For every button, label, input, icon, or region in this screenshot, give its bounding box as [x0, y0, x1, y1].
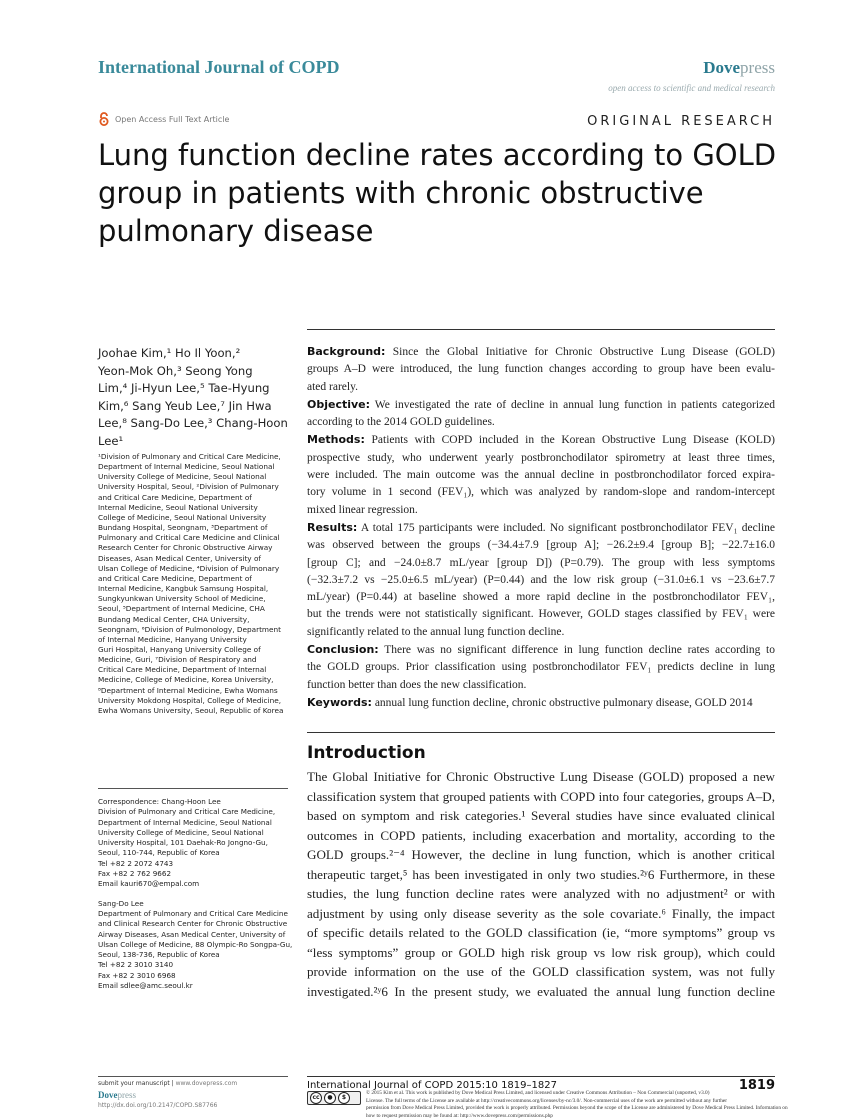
abstract-line: the GOLD groups. Prior classification using postbronchodilator FEV₁ predicts decline in lung: [307, 661, 775, 674]
brand-press: press: [740, 58, 775, 77]
introduction-body: [307, 767, 775, 1001]
open-access-icon: [98, 112, 110, 126]
intro-line: provide information on the use of the GOLD classification system, was not fully: [307, 964, 775, 979]
corr-line: Airway Diseases, Asan Medical Center, University of: [98, 929, 286, 939]
corr-line: University College of Medicine, Seoul National: [98, 827, 264, 837]
cc-icon: cc: [310, 1092, 322, 1104]
corr-line: Tel +82 2 2072 4743: [98, 858, 174, 868]
abstract-text: Patients with COPD included in the Korean Obstructive Lung Disease (KOLD): [364, 434, 775, 447]
affiliation-line: ⁸Department of Internal Medicine, Ewha Womans: [98, 685, 278, 695]
affiliation-line: of Internal Medicine, Hanyang University: [98, 634, 247, 644]
journal-name[interactable]: International Journal of COPD: [98, 57, 340, 77]
affiliation-line: Seoul, ⁵Department of Internal Medicine, CHA: [98, 604, 265, 614]
objective-heading: Objective:: [307, 397, 371, 411]
corr-line: Fax +82 2 3010 6968: [98, 970, 176, 980]
publisher-tagline: open access to scientific and medical research: [608, 83, 775, 93]
intro-line: based on symptom and risk categories.¹ Several studies have since evaluated clinical: [307, 808, 775, 823]
open-access-label: [98, 112, 229, 126]
abstract-line: significantly related to the annual lung function decline.: [307, 625, 565, 638]
corr-line: Fax +82 2 762 9662: [98, 869, 172, 879]
corr-line: Seoul, 138-736, Republic of Korea: [98, 950, 220, 960]
intro-line: outcomes in COPD patients, including exacerbation and mortality, according to the: [307, 827, 775, 843]
doi-link[interactable]: http://dx.doi.org/10.2147/COPD.S87766: [98, 1102, 218, 1109]
corr-line: University Hospital, 101 Daehak-Ro Jongno-Gu,: [98, 838, 268, 848]
open-access-text: Open Access Full Text Article: [115, 114, 230, 124]
footer-brand-dove: Dove: [98, 1090, 118, 1100]
corr-email[interactable]: Email kauri670@empal.com: [98, 879, 200, 889]
article-type: ORIGINAL RESEARCH: [587, 114, 775, 129]
conclusion-heading: Conclusion:: [307, 643, 379, 657]
title-line: group in patients with chronic obstructive: [98, 176, 704, 210]
corr-line: Correspondence: Chang-Hoon Lee: [98, 797, 221, 806]
footer-dovepress-logo[interactable]: [98, 1090, 136, 1100]
abstract-line: [307, 431, 775, 449]
intro-line: of specific details related to the GOLD classification (ie, “more symptoms” group vs: [307, 925, 775, 940]
results-heading: Results:: [307, 520, 358, 534]
abstract-line: according to the 2014 GOLD guidelines.: [307, 416, 495, 429]
abstract-line: [307, 519, 775, 537]
abstract: [307, 343, 775, 712]
abstract-text: There was no significant difference in lung function decline rates according to: [378, 644, 775, 657]
corr-line: Department of Internal Medicine, Seoul National: [98, 817, 272, 827]
correspondence: [98, 797, 293, 991]
affiliation-line: University Mokdong Hospital, College of Medicine,: [98, 695, 282, 705]
abstract-line: was observed between the groups (−34.4±7.9 [group A]; −26.2±9.4 [group B]; −22.7±16.0: [307, 539, 775, 552]
article-title: [98, 136, 778, 250]
affiliation-line: Medicine, Guri, ⁷Division of Respiratory and: [98, 655, 257, 665]
affiliation-line: Ewha Womans University, Seoul, Republic of Korea: [98, 705, 284, 715]
author-line: Joohae Kim,¹ Ho Il Yoon,²: [98, 346, 241, 360]
affiliation-line: Medicine, College of Medicine, Korea University,: [98, 675, 274, 685]
affiliation-line: University College of Medicine, Seoul National: [98, 472, 267, 482]
affiliation-line: Seongnam, ⁶Division of Pulmonology, Department: [98, 624, 282, 634]
affiliation-line: Bundang Medical Center, CHA University,: [98, 614, 250, 624]
abstract-line: but the trends were not statistically significant. However, GOLD stages classified by FEV₁ were: [307, 608, 775, 621]
abstract-line: ated rarely.: [307, 380, 358, 393]
submit-manuscript[interactable]: submit your manuscript | www.dovepress.com: [98, 1080, 238, 1087]
license-text: [366, 1090, 788, 1120]
abstract-line: mL/year) (P=0.44) at baseline showed a more rapid decline in the postbronchodilator FEV₁,: [307, 591, 775, 604]
abstract-line: [307, 396, 775, 414]
author-line: Kim,⁶ Sang Yeub Lee,⁷ Jin Hwa: [98, 398, 272, 413]
author-line: Lee¹: [98, 433, 124, 448]
dovepress-logo[interactable]: [703, 58, 775, 78]
abstract-line: prospective study, who underwent yearly postbronchodilator spirometry at least three times,: [307, 451, 775, 464]
brand-dove: Dove: [703, 58, 741, 77]
keywords-heading: Keywords:: [307, 695, 372, 709]
affiliations: [98, 452, 290, 716]
license-line: permission from Dove Medical Press Limited, provided the work is properly attributed. Permissions beyond the scope of the License are administered by Dove Medical Press Limited. Information on: [366, 1105, 788, 1112]
abstract-line: function better than does the new classification.: [307, 678, 527, 691]
license-line: © 2015 Kim et al. This work is published by Dove Medical Press Limited, and licensed under Creative Commons Attribution – Non Commercial (unported, v3.0): [366, 1090, 710, 1096]
affiliation-line: Sungkyunkwan University School of Medicine,: [98, 594, 266, 604]
nc-icon: $: [338, 1092, 350, 1104]
abstract-line: [group C]; and −24.0±8.7 mL/year [group D]) (P=0.79). The group with less symptoms: [307, 556, 775, 569]
abstract-line: [307, 694, 775, 712]
abstract-line: [307, 641, 775, 659]
abstract-line: were included. The main outcome was the annual decline in postbronchodilator forced expira-: [307, 469, 775, 482]
affiliation-line: ¹Division of Pulmonary and Critical Care Medicine,: [98, 452, 281, 461]
affiliation-line: Internal Medicine, Kangbuk Samsung Hospital,: [98, 584, 269, 594]
abstract-line: (−32.3±7.2 vs −25.0±6.5 mL/year) (P=0.44) and the low risk group (−31.0±6.1 vs −23.6±7.7: [307, 573, 775, 586]
abstract-line: [307, 343, 775, 361]
author-line: Lee,⁸ Sang-Do Lee,³ Chang-Hoon: [98, 416, 288, 430]
creative-commons-badge[interactable]: [307, 1091, 361, 1105]
affiliation-line: Critical Care Medicine, Department of Internal: [98, 665, 267, 675]
abstract-text: Since the Global Initiative for Chronic Obstructive Lung Disease (GOLD): [385, 346, 775, 358]
submit-text: submit your manuscript: [98, 1080, 170, 1087]
intro-line: studies, the lung function decline rates were analyzed with no adjustment² or with: [307, 886, 775, 901]
by-icon: ●: [324, 1092, 336, 1104]
affiliation-line: Research Center for Chronic Obstructive Airway: [98, 543, 273, 553]
intro-line: GOLD groups.²⁻⁴ However, the decline in lung function, which is another critical: [307, 847, 775, 862]
abstract-bottom-rule: [307, 732, 775, 733]
corr-line: Ulsan College of Medicine, 88 Olympic-Ro Songpa-Gu,: [98, 939, 293, 949]
affiliation-line: College of Medicine, Seoul National University: [98, 512, 267, 522]
corr-line: Seoul, 110-744, Republic of Korea: [98, 848, 220, 858]
intro-line: classification system that grouped patients with COPD into four categories, groups A–D,: [307, 788, 775, 804]
title-line: pulmonary disease: [98, 214, 374, 248]
license-line: License. The full terms of the License are available at http://creativecommons.org/licenses/by-nc/3.0/. Non-commercial uses of the work are permitted without any further: [366, 1097, 728, 1104]
author-line: Lim,⁴ Ji-Hyun Lee,⁵ Tae-Hyung: [98, 381, 270, 395]
intro-line: The Global Initiative for Chronic Obstructive Lung Disease (GOLD) proposed a new: [307, 769, 775, 784]
abstract-line: groups A–D were introduced, the lung function changes according to group have been evalu-: [307, 363, 775, 376]
affiliation-line: Internal Medicine, Seoul National University: [98, 502, 258, 512]
abstract-top-rule: [307, 329, 775, 330]
title-line: Lung function decline rates according to GOLD: [98, 138, 777, 172]
intro-line: adjustment by using only disease severity as the sole covariate.⁶ Finally, the impact: [307, 905, 775, 921]
footer-left-rule: [98, 1076, 288, 1077]
affiliation-line: Department of Internal Medicine, Seoul National: [98, 462, 275, 472]
page-number: 1819: [738, 1078, 775, 1093]
correspondence-divider: [98, 788, 288, 789]
footer-brand-press: press: [117, 1090, 136, 1100]
background-heading: Background:: [307, 345, 386, 358]
abstract-line: tory volume in 1 second (FEV₁), which was analyzed by random-slope and random-intercept: [307, 486, 775, 499]
introduction-heading: Introduction: [307, 743, 426, 763]
affiliation-line: Pulmonary and Critical Care Medicine and Clinical: [98, 533, 280, 543]
corr-line: Tel +82 2 3010 3140: [98, 960, 174, 970]
abstract-text: A total 175 participants were included. No significant postbronchodilator FEV₁ decline: [357, 521, 775, 534]
footer-right-rule: [307, 1076, 775, 1077]
affiliation-line: Ulsan College of Medicine, ⁴Division of Pulmonary: [98, 563, 280, 573]
methods-heading: Methods:: [307, 433, 365, 447]
affiliation-line: and Critical Care Medicine, Department of: [98, 573, 252, 583]
intro-line: “less symptoms” group or GOLD high risk group vs low risk group), which could: [307, 944, 775, 960]
license-line: how to request permission may be found at: http://www.dovepress.com/permissions.php: [366, 1112, 553, 1119]
keywords-text: annual lung function decline, chronic obstructive pulmonary disease, GOLD 2014: [371, 696, 753, 709]
corr-email[interactable]: Email sdlee@amc.seoul.kr: [98, 981, 193, 991]
corr-line: Department of Pulmonary and Critical Care Medicine: [98, 908, 288, 918]
author-list: [98, 345, 288, 450]
affiliation-line: and Critical Care Medicine, Department of: [98, 492, 252, 502]
affiliation-line: Bundang Hospital, Seongnam, ³Department of: [98, 523, 268, 533]
journal-citation: International Journal of COPD 2015:10 1819–1827: [307, 1080, 557, 1091]
corr-line: and Clinical Research Center for Chronic Obstructive: [98, 919, 288, 929]
abstract-line: mixed linear regression.: [307, 503, 418, 516]
intro-line: investigated.²ʸ6 In the present study, we evaluated the annual lung function decline: [307, 983, 775, 999]
corr-line: Division of Pulmonary and Critical Care Medicine,: [98, 807, 276, 817]
submit-url[interactable]: www.dovepress.com: [175, 1080, 238, 1087]
affiliation-line: Guri Hospital, Hanyang University College of: [98, 644, 261, 654]
author-line: Yeon-Mok Oh,³ Seong Yong: [98, 363, 253, 378]
affiliation-line: Diseases, Asan Medical Center, University of: [98, 553, 261, 563]
intro-line: therapeutic target,⁵ has been investigated in only two studies.²ʸ6 Furthermore, in these: [307, 866, 775, 882]
abstract-text: We investigated the rate of decline in annual lung function in patients categorized: [370, 398, 775, 411]
affiliation-line: University Hospital, Seoul, ²Division of Pulmonary: [98, 482, 279, 492]
corr-line: Sang-Do Lee: [98, 898, 144, 908]
